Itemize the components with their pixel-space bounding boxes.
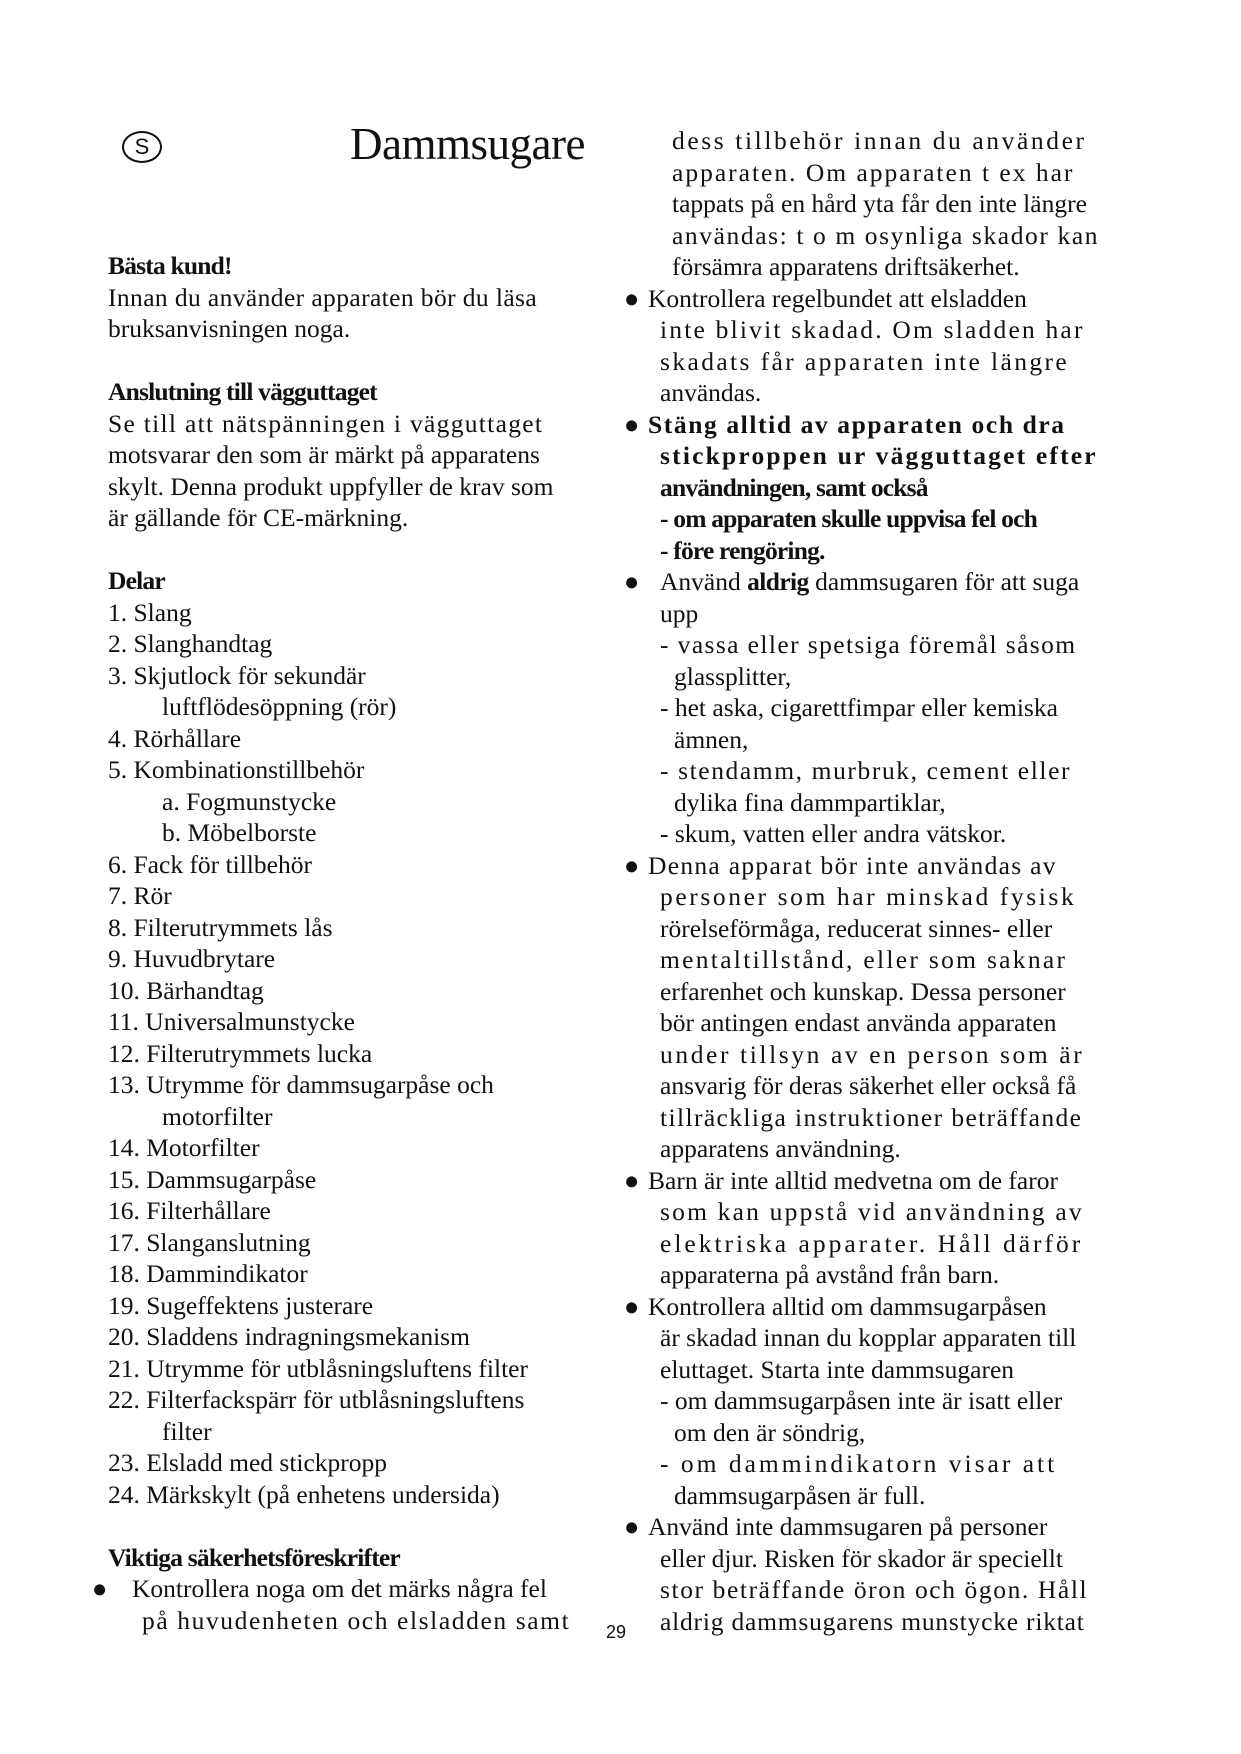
b4-line-8: ansvarig för deras säkerhet eller också få bbox=[660, 1071, 1077, 1100]
intro-line-1: Innan du använder apparaten bör du läsa bbox=[108, 282, 538, 312]
greeting-heading: Bästa kund! bbox=[108, 251, 232, 280]
b1-line-2: inte blivit skadad. Om sladden har bbox=[660, 315, 1085, 344]
b6-line-2: är skadad innan du kopplar apparaten till bbox=[660, 1323, 1077, 1352]
parts-list-item: 18. Dammindikator bbox=[108, 1259, 308, 1288]
language-badge bbox=[122, 131, 162, 163]
parts-list bbox=[108, 597, 608, 1511]
b5-line-2: som kan uppstå vid användning av bbox=[660, 1197, 1084, 1226]
parts-list-item: 3. Skjutlock för sekundär bbox=[108, 660, 366, 690]
b1-line-3: skadats får apparaten inte längre bbox=[660, 346, 1070, 376]
safety-bullet-1-line-2: på huvudenheten och elsladden samt bbox=[142, 1605, 571, 1635]
bullet-icon: ● bbox=[624, 567, 640, 596]
bullet-icon: ● bbox=[624, 1291, 640, 1321]
parts-list-item: 16. Filterhållare bbox=[108, 1196, 271, 1225]
parts-list-item: 7. Rör bbox=[108, 881, 172, 910]
bullet-icon: ● bbox=[92, 1574, 108, 1603]
parts-heading: Delar bbox=[108, 566, 165, 595]
cont-line-2: apparaten. Om apparaten t ex har bbox=[672, 157, 1075, 187]
b3-line-3: - vassa eller spetsiga föremål såsom bbox=[660, 630, 1077, 659]
parts-list-item: 22. Filterfackspärr för utblåsningsluftens bbox=[108, 1385, 525, 1414]
b4-line-5: erfarenhet och kunskap. Dessa personer bbox=[660, 976, 1066, 1006]
page-number: 29 bbox=[606, 1622, 627, 1642]
b6-line-1: Kontrollera alltid om dammsugarpåsen bbox=[648, 1291, 1047, 1321]
b6-line-5: om den är söndrig, bbox=[674, 1417, 866, 1447]
b7-line-2: eller djur. Risken för skador är speciellt bbox=[660, 1543, 1063, 1573]
b5-line-4: apparaterna på avstånd från barn. bbox=[660, 1260, 1000, 1289]
parts-list-item: 8. Filterutrymmets lås bbox=[108, 912, 333, 942]
safety-bullet-5 bbox=[624, 850, 1158, 1165]
b4-line-4: mentaltillstånd, eller som saknar bbox=[660, 945, 1068, 974]
parts-list-item: 21. Utrymme för utblåsningsluftens filter bbox=[108, 1353, 528, 1383]
b2-line-5: - före rengöring. bbox=[660, 535, 825, 565]
language-code: S bbox=[134, 134, 150, 159]
parts-list-item: 11. Universalmunstycke bbox=[108, 1007, 355, 1036]
safety-bullet-3 bbox=[624, 409, 1158, 567]
b7-line-1: Använd inte dammsugaren på personer bbox=[648, 1512, 1048, 1541]
b4-line-7: under tillsyn av en person som är bbox=[660, 1039, 1085, 1069]
safety-bullet-6 bbox=[624, 1165, 1158, 1291]
safety-bullet-8 bbox=[624, 1511, 1158, 1637]
parts-list-item: 9. Huvudbrytare bbox=[108, 944, 276, 973]
bullet-icon: ● bbox=[624, 1165, 640, 1195]
bullet-icon: ● bbox=[624, 283, 640, 313]
b1-line-4: användas. bbox=[660, 378, 762, 407]
b3-line-2: upp bbox=[660, 598, 699, 628]
parts-list-item: 12. Filterutrymmets lucka bbox=[108, 1038, 373, 1068]
intro-line-2: bruksanvisningen noga. bbox=[108, 314, 351, 343]
parts-list-item: 2. Slanghandtag bbox=[108, 629, 273, 658]
b3-line-6: ämnen, bbox=[674, 724, 749, 754]
b1-line-1: Kontrollera regelbundet att elsladden bbox=[648, 283, 1027, 313]
parts-list-item: 20. Sladdens indragningsmekanism bbox=[108, 1322, 470, 1351]
b4-line-3: rörelseförmåga, reducerat sinnes- eller bbox=[660, 913, 1053, 943]
parts-list-item: 1. Slang bbox=[108, 597, 192, 627]
b3-line-7: - stendamm, murbruk, cement eller bbox=[660, 756, 1072, 785]
parts-list-item: 5. Kombinationstillbehör bbox=[108, 755, 365, 784]
parts-list-item: a. Fogmunstycke bbox=[162, 786, 337, 816]
b5-line-1: Barn är inte alltid medvetna om de faror bbox=[648, 1165, 1058, 1195]
b3-line-4: glassplitter, bbox=[674, 661, 792, 691]
b3-line-1 bbox=[636, 566, 1158, 598]
b3-bold: aldrig bbox=[747, 567, 809, 596]
parts-list-item: filter bbox=[162, 1416, 212, 1446]
parts-list-item: 19. Sugeffektens justerare bbox=[108, 1290, 374, 1320]
connection-line-2: motsvarar den som är märkt på apparatens bbox=[108, 440, 540, 469]
b3-line-5: - het aska, cigarettfimpar eller kemiska bbox=[660, 693, 1058, 722]
safety-bullet-1-line-1: Kontrollera noga om det märks några fel bbox=[132, 1574, 547, 1603]
b4-line-10: apparatens användning. bbox=[660, 1134, 901, 1163]
connection-line-3: skylt. Denna produkt uppfyller de krav som bbox=[108, 471, 554, 501]
parts-list-item: 23. Elsladd med stickpropp bbox=[108, 1448, 388, 1477]
safety-bullet-2 bbox=[624, 283, 1158, 409]
parts-list-item: 13. Utrymme för dammsugarpåse och bbox=[108, 1070, 494, 1099]
b6-line-4: - om dammsugarpåsen inte är isatt eller bbox=[660, 1386, 1063, 1415]
b6-line-6: - om dammindikatorn visar att bbox=[660, 1449, 1058, 1478]
b6-line-7: dammsugarpåsen är full. bbox=[674, 1480, 926, 1510]
page-title: Dammsugare bbox=[350, 119, 585, 169]
cont-line-4: användas: t o m osynliga skador kan bbox=[672, 220, 1100, 250]
b2-line-4: - om apparaten skulle uppvisa fel och bbox=[660, 504, 1038, 533]
parts-list-item: 17. Slanganslutning bbox=[108, 1227, 311, 1257]
b4-line-9: tillräckliga instruktioner beträffande bbox=[660, 1102, 1083, 1132]
parts-list-item: motorfilter bbox=[162, 1101, 273, 1131]
cont-line-5: försämra apparatens driftsäkerhet. bbox=[672, 252, 1020, 281]
right-column bbox=[624, 125, 1158, 1637]
b4-line-2: personer som har minskad fysisk bbox=[660, 882, 1077, 911]
bullet-icon: ● bbox=[624, 409, 640, 439]
b5-line-3: elektriska apparater. Håll därför bbox=[660, 1228, 1084, 1258]
bullet-icon: ● bbox=[624, 1512, 640, 1541]
safety-bullet-4 bbox=[624, 566, 1158, 850]
b7-line-4: aldrig dammsugarens munstycke riktat bbox=[660, 1606, 1085, 1636]
safety-heading: Viktiga säkerhetsföreskrifter bbox=[108, 1542, 400, 1572]
safety-bullet-7 bbox=[624, 1291, 1158, 1512]
b2-line-3: användningen, samt också bbox=[660, 472, 928, 502]
b6-line-3: eluttaget. Starta inte dammsugaren bbox=[660, 1354, 1015, 1384]
b7-line-3: stor beträffande öron och ögon. Håll bbox=[660, 1575, 1089, 1604]
connection-line-4: är gällande för CE-märkning. bbox=[108, 503, 409, 532]
parts-list-item: luftflödesöppning (rör) bbox=[162, 692, 397, 721]
b2-line-2: stickproppen ur vägguttaget efter bbox=[660, 441, 1098, 470]
parts-list-item: 10. Bärhandtag bbox=[108, 975, 264, 1005]
safety-bullet-1 bbox=[92, 1573, 608, 1636]
b2-line-1: Stäng alltid av apparaten och dra bbox=[648, 409, 1066, 439]
b4-line-6: bör antingen endast använda apparaten bbox=[660, 1008, 1057, 1037]
b3-line-9: - skum, vatten eller andra vätskor. bbox=[660, 819, 1007, 848]
parts-list-item: 15. Dammsugarpåse bbox=[108, 1164, 317, 1194]
parts-list-item: b. Möbelborste bbox=[162, 818, 317, 847]
b4-line-1: Denna apparat bör inte användas av bbox=[648, 850, 1057, 880]
cont-line-3: tappats på en hård yta får den inte längre bbox=[672, 189, 1087, 218]
b3-post: dammsugaren för att suga bbox=[808, 567, 1080, 596]
parts-list-item: 6. Fack för tillbehör bbox=[108, 849, 312, 879]
b3-line-8: dylika fina dammpartiklar, bbox=[674, 787, 946, 817]
b3-pre: Använd bbox=[660, 567, 748, 596]
bullet-icon: ● bbox=[624, 850, 640, 880]
parts-list-item: 24. Märkskylt (på enhetens undersida) bbox=[108, 1479, 500, 1509]
cont-line-1: dess tillbehör innan du använder bbox=[672, 126, 1087, 155]
parts-list-item: 4. Rörhållare bbox=[108, 723, 242, 753]
parts-list-item: 14. Motorfilter bbox=[108, 1133, 260, 1162]
left-column bbox=[92, 250, 608, 1636]
connection-heading: Anslutning till vägguttaget bbox=[108, 377, 377, 406]
connection-line-1: Se till att nätspänningen i vägguttaget bbox=[108, 408, 544, 438]
